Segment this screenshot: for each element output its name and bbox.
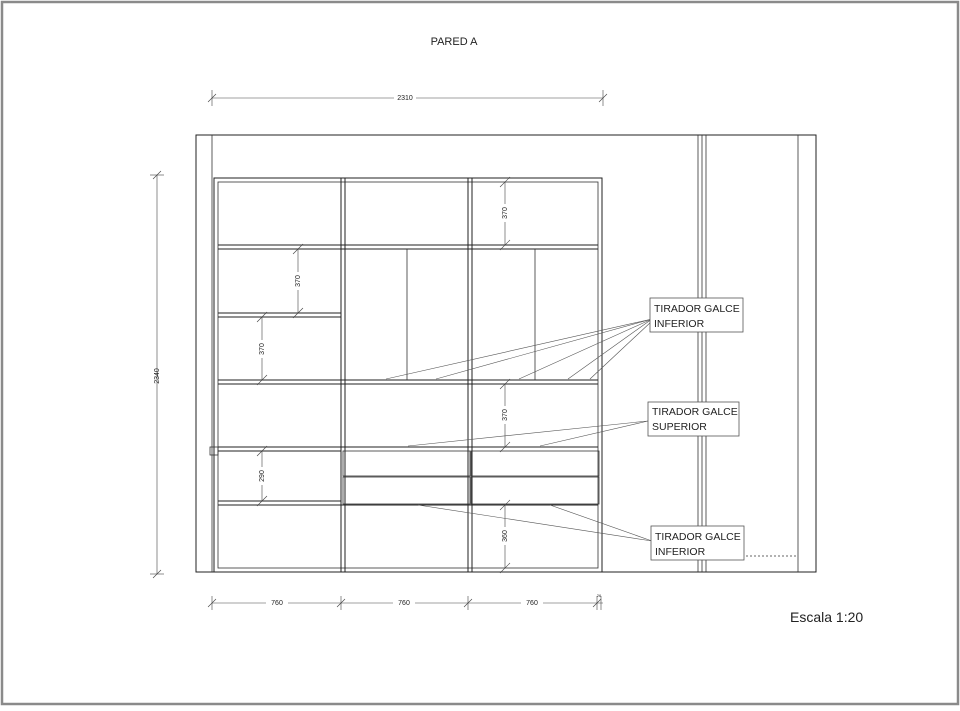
dimension-label: 2310 bbox=[397, 95, 413, 102]
dimension-label: 760 bbox=[398, 600, 410, 607]
dimension-total-width bbox=[208, 90, 607, 106]
dimension-label: 360 bbox=[502, 530, 509, 542]
dimension-label: 370 bbox=[295, 275, 302, 287]
dimension-label: 370 bbox=[502, 409, 509, 421]
drawing-title: PARED A bbox=[430, 36, 478, 48]
dimension-label: 760 bbox=[271, 600, 283, 607]
dimension-label: 290 bbox=[259, 470, 266, 482]
callout-line: TIRADOR GALCE bbox=[655, 531, 741, 543]
callout-line: SUPERIOR bbox=[652, 421, 707, 433]
dimension-label: 2340 bbox=[154, 368, 161, 384]
dimension-label: 760 bbox=[526, 600, 538, 607]
wardrobe bbox=[210, 178, 602, 572]
callout-line: TIRADOR GALCE bbox=[652, 406, 738, 418]
dimension-label: 26 bbox=[596, 593, 602, 598]
callout-line: INFERIOR bbox=[654, 318, 705, 330]
dimension-label: 370 bbox=[259, 343, 266, 355]
callout-tirador-inferior-bottom bbox=[651, 526, 744, 560]
wall-outline bbox=[196, 135, 816, 572]
dimension-label: 370 bbox=[502, 207, 509, 219]
callout-tirador-inferior-top bbox=[650, 298, 743, 332]
callout-line: TIRADOR GALCE bbox=[654, 303, 740, 315]
dimension-total-height bbox=[150, 171, 164, 578]
scale-label: Escala 1:20 bbox=[790, 609, 864, 625]
sheet-border bbox=[2, 2, 958, 704]
callout-line: INFERIOR bbox=[655, 546, 706, 558]
leader-lines bbox=[386, 319, 652, 541]
callout-tirador-superior bbox=[648, 402, 739, 436]
dimension-module-widths bbox=[208, 593, 603, 610]
